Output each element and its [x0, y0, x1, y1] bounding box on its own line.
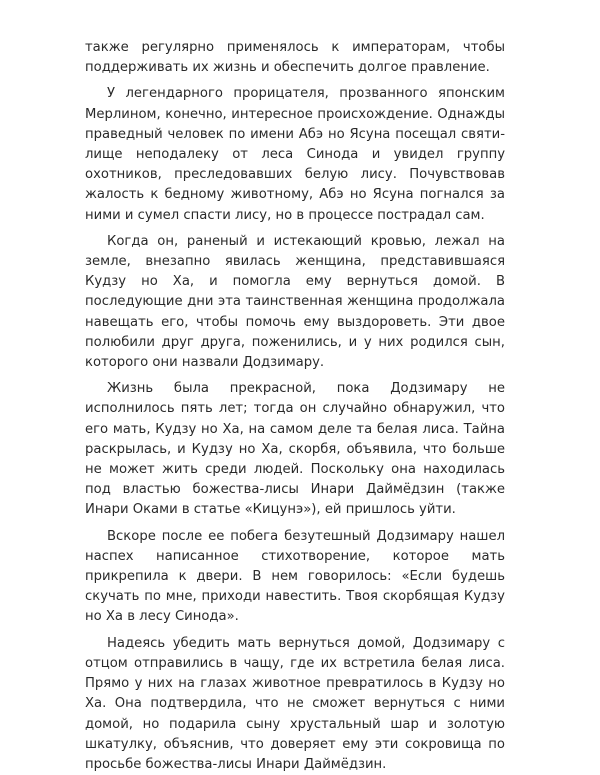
- page-text: [85, 38, 505, 775]
- paragraph-3: Когда он, раненый и истекающий кровью, лежал на земле, внезапно явилась женщина, представившаяся Кудзу но Ха, и помогла ему вернуться домой. В последующие дни эта таинственная женщина продолжала навещать его, чтобы помочь ему выздороветь. Эти двое полюбили друг друга, поженились, и у них родился сын, которого они назвали Додзимару.: [85, 233, 505, 371]
- paragraph-2: У легендарного прорицателя, прозванного японским Мерлином, конечно, интересное происхождение. Однажды праведный человек по имени Абэ но Ясуна посещал святилище неподалеку от леса Синода и увидел группу охотников, преследовавших белую лису. Почувствовав жалость к бедному животному, Абэ но Ясуна погнался за ними и сумел спасти лису, но в процессе пострадал сам.: [85, 86, 505, 223]
- paragraph-6: Надеясь убедить мать вернуться домой, Додзимару с отцом отправились в чащу, где их встретила белая лиса. Прямо у них на глазах животное превратилось в Кудзу но Ха. Она подтвердила, что не сможет вернуться с ними домой, но подарила сыну хрустальный шар и золотую шкатулку, объяснив, что доверяет ему эти сокровища по просьбе божества-лисы Инари Даймёдзин.: [85, 635, 505, 772]
- paragraph-4: Жизнь была прекрасной, пока Додзимару не исполнилось пять лет; тогда он случайно обнаружил, что его мать, Кудзу но Ха, на самом деле та белая лиса. Тайна раскрылась, и Кудзу но Ха, скорбя, объявила, что больше не может жить среди людей. Поскольку она находилась под властью божества-лисы Инари Даймёдзин (также Инари Оками в статье «Кицунэ»), ей пришлось уйти.: [85, 381, 505, 518]
- paragraph-5: Вскоре после ее побега безутешный Додзимару нашел наспех написанное стихотворение, которое мать прикрепила к двери. В нем говорилось: «Если будешь скучать по мне, приходи навестить. Твоя скорбящая Кудзу но Ха в лесу Синода».: [85, 528, 505, 625]
- paragraph-1: также регулярно применялось к императорам, чтобы поддерживать их жизнь и обеспечить долгое правление.: [85, 40, 505, 76]
